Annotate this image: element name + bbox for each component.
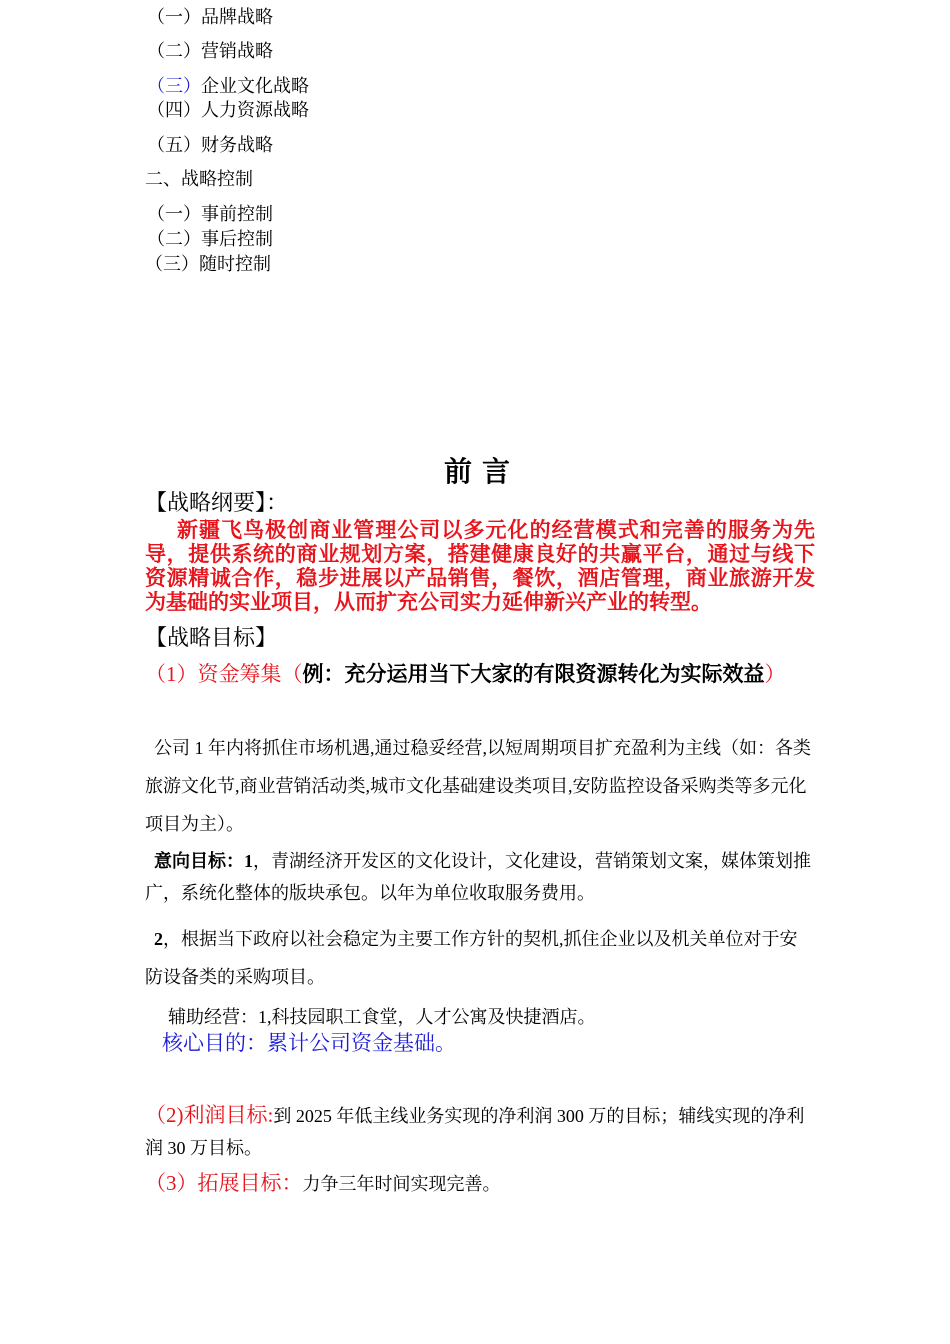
- goal-funding-example: 例：充分运用当下大家的有限资源转化为实际效益: [302, 663, 765, 686]
- toc-item-culture-prefix: （三）: [147, 76, 201, 96]
- goal-funding-title: [145, 656, 815, 693]
- toc-item-finance: （五）财务战略: [147, 135, 273, 155]
- goal-expansion-label: （3）拓展目标：: [145, 1171, 303, 1195]
- toc-item-brand: （一）品牌战略: [147, 7, 273, 27]
- outline-heading: 【战略纲要】：: [145, 490, 289, 515]
- intent-goal-item2-body: ，根据当下政府以社会稳定为主要工作方针的契机,抓住企业以及机关单位对于安防设备类的采购项目。: [145, 929, 798, 987]
- goal-expansion: [145, 1167, 501, 1197]
- toc-item-post-control: （二）事后控制: [147, 229, 273, 249]
- goals-heading: 【战略目标】: [145, 625, 278, 650]
- toc-item-marketing: （二）营销战略: [147, 41, 273, 61]
- goal-funding-body: 公司 1 年内将抓住市场机遇,通过稳妥经营,以短周期项目扩充盈利为主线（如：各类旅游文化节,商业营销活动类,城市文化基础建设类项目,安防监控设备采购类等多元化项目为主）。: [145, 738, 811, 834]
- core-purpose: 核心目的：累计公司资金基础。: [162, 1031, 456, 1055]
- toc-item-live-control: （三）随时控制: [145, 254, 271, 274]
- toc-item-culture: [147, 75, 309, 97]
- goal-funding-label: （1）资金筹集（: [145, 662, 303, 686]
- intent-goal: [145, 845, 815, 909]
- toc-item-hr: （四）人力资源战略: [147, 100, 309, 120]
- goal-profit: [145, 1099, 815, 1164]
- intent-goal-item2-label: 2: [154, 929, 163, 949]
- page-title: 前言: [444, 456, 521, 487]
- goal-profit-body: 到 2025 年低主线业务实现的净利润 300 万的目标；辅线实现的净利润 30 万目标。: [145, 1106, 805, 1158]
- goal-profit-label: （2)利润目标:: [145, 1103, 274, 1127]
- intent-goal-body: ，青湖经济开发区的文化设计，文化建设，营销策划文案，媒体策划推广，系统化整体的版块承包。以年为单位收取服务费用。: [145, 851, 811, 903]
- toc-item-pre-control: （一）事前控制: [147, 204, 273, 224]
- toc-item-culture-text: 企业文化战略: [201, 76, 309, 96]
- outline-paragraph: 新疆飞鸟极创商业管理公司以多元化的经营模式和完善的服务为先导，提供系统的商业规划方案，搭建健康良好的共赢平台，通过与线下资源精诚合作，稳步进展以产品销售，餐饮，酒店管理，商业旅游开发为基础的实业项目，从而扩充公司实力延伸新兴产业的转型。: [145, 519, 815, 614]
- aux-operations: 辅助经营：1,科技园职工食堂，人才公寓及快捷酒店。: [168, 1007, 596, 1027]
- goal-expansion-body: 力争三年时间实现完善。: [302, 1174, 501, 1194]
- intent-goal-label: 意向目标：1: [154, 851, 253, 871]
- intent-goal-item2: [145, 920, 815, 996]
- goal-funding-close: ）: [764, 662, 786, 686]
- toc-section-control: 二、战略控制: [145, 169, 253, 189]
